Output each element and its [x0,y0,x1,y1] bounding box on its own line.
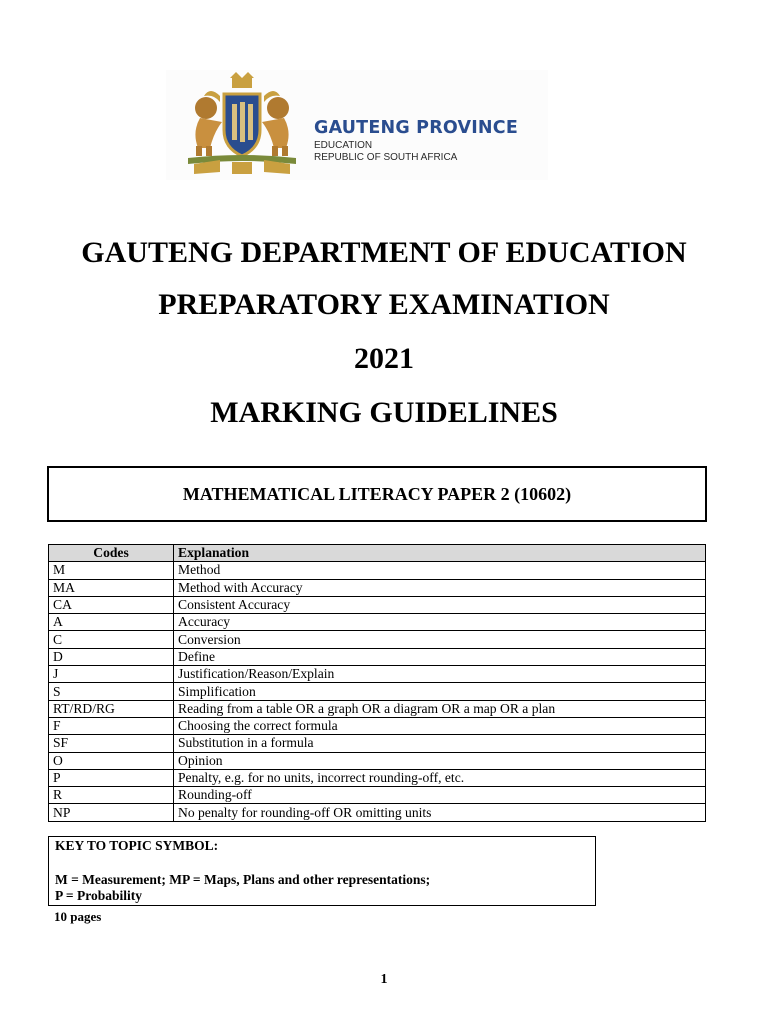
table-row [49,579,706,596]
code-cell: A [49,614,174,631]
codes-table [48,544,706,822]
explanation-cell: Choosing the correct formula [174,717,706,734]
explanation-cell: Simplification [174,683,706,700]
explanation-cell: Define [174,648,706,665]
code-cell: S [49,683,174,700]
explanation-cell: Conversion [174,631,706,648]
table-row [49,769,706,786]
key-line-probability: P = Probability [55,888,142,903]
topic-key-box [48,836,596,906]
explanation-cell: Consistent Accuracy [174,596,706,613]
guidelines-heading: MARKING GUIDELINES [210,396,558,429]
table-row [49,717,706,734]
explanation-cell: Opinion [174,752,706,769]
logo-subtitle-country: REPUBLIC OF SOUTH AFRICA [314,152,458,163]
table-row [49,648,706,665]
table-row [49,562,706,579]
code-cell: MA [49,579,174,596]
code-cell: M [49,562,174,579]
code-cell: C [49,631,174,648]
department-heading: GAUTENG DEPARTMENT OF EDUCATION [81,236,687,269]
table-row [49,787,706,804]
table-row [49,752,706,769]
explanation-cell: Rounding-off [174,787,706,804]
code-cell: J [49,666,174,683]
logo-title: GAUTENG PROVINCE [314,118,518,138]
gauteng-logo [166,70,548,180]
table-row [49,804,706,821]
explanation-cell: Reading from a table OR a graph OR a diagram OR a map OR a plan [174,700,706,717]
page-number: 1 [380,972,388,987]
explanation-cell: Penalty, e.g. for no units, incorrect rounding-off, etc. [174,769,706,786]
paper-title: MATHEMATICAL LITERACY PAPER 2 (10602) [182,483,572,504]
table-row [49,700,706,717]
table-header-row [49,545,706,562]
paper-title-box [47,466,707,522]
code-cell: R [49,787,174,804]
code-cell: RT/RD/RG [49,700,174,717]
code-cell: D [49,648,174,665]
table-row [49,735,706,752]
exam-heading: PREPARATORY EXAMINATION [158,288,610,321]
explanation-column-header: Explanation [174,545,706,562]
code-cell: CA [49,596,174,613]
explanation-cell: No penalty for rounding-off OR omitting units [174,804,706,821]
table-row [49,614,706,631]
explanation-cell: Accuracy [174,614,706,631]
code-cell: SF [49,735,174,752]
table-row [49,666,706,683]
key-title: KEY TO TOPIC SYMBOL: [55,838,219,853]
table-row [49,631,706,648]
logo-subtitle-education: EDUCATION [314,140,373,151]
explanation-cell: Method with Accuracy [174,579,706,596]
code-cell: NP [49,804,174,821]
codes-column-header: Codes [49,545,174,562]
explanation-cell: Substitution in a formula [174,735,706,752]
page-count-note: 10 pages [54,909,102,924]
code-cell: O [49,752,174,769]
coat-of-arms-icon [180,72,304,176]
year-heading: 2021 [354,342,414,375]
explanation-cell: Justification/Reason/Explain [174,666,706,683]
key-line-measurement: M = Measurement; MP = Maps, Plans and other representations; [55,872,431,887]
table-row [49,596,706,613]
table-row [49,683,706,700]
code-cell: F [49,717,174,734]
explanation-cell: Method [174,562,706,579]
code-cell: P [49,769,174,786]
